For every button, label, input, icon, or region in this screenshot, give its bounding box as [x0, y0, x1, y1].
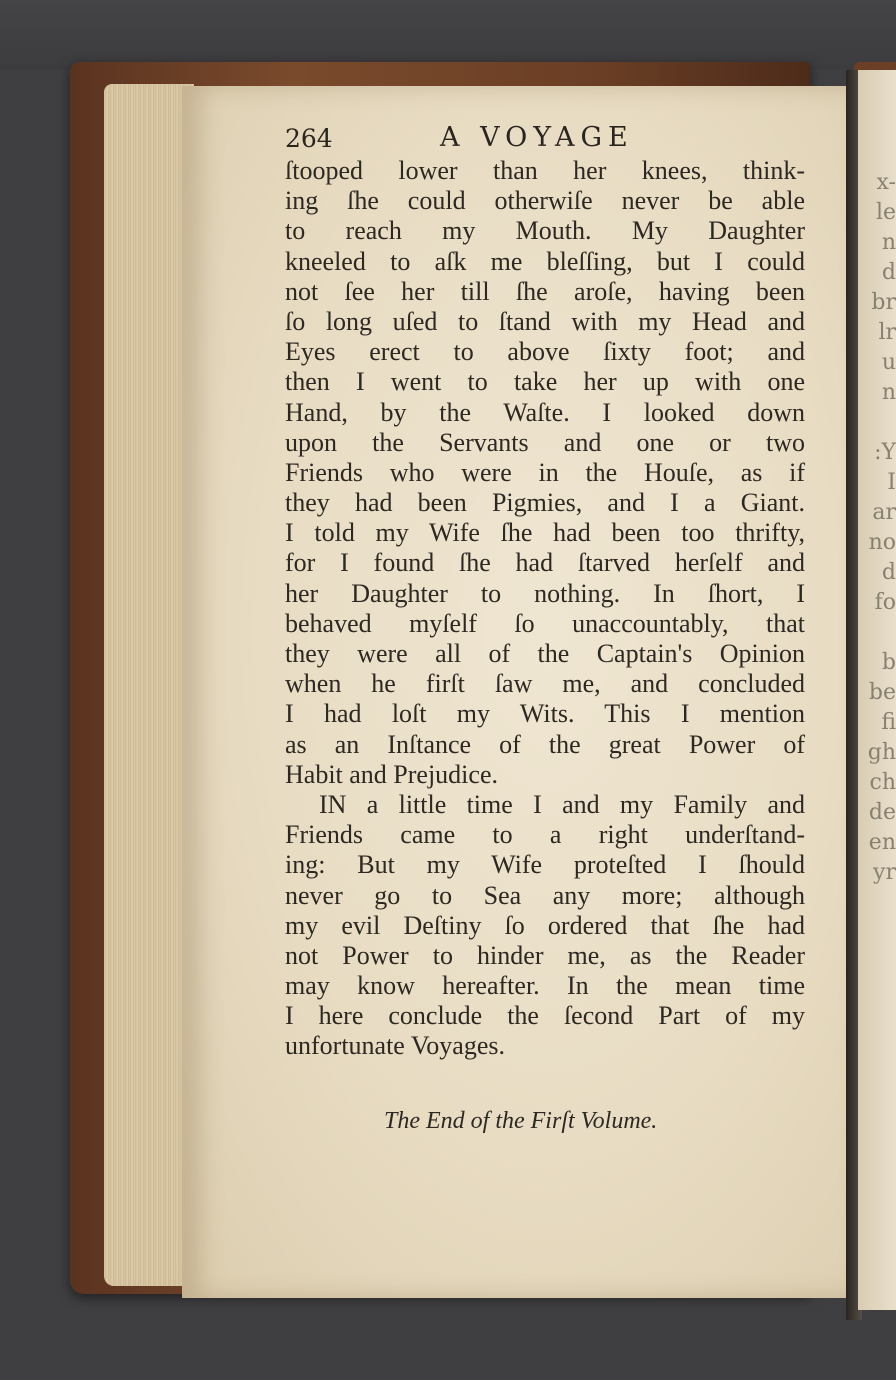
facing-page-fragment: de	[868, 800, 896, 825]
facing-page-fragment: :Y	[874, 440, 896, 465]
text-line: not ſee her till ſhe aroſe, having been	[285, 276, 805, 306]
text-line: Eyes erect to above ſixty foot; and	[285, 337, 805, 367]
text-line: not Power to hinder me, as the Reader	[285, 940, 805, 970]
facing-page-fragment: no	[868, 530, 896, 555]
text-line: her Daughter to nothing. In ſhort, I	[285, 578, 805, 608]
text-line: upon the Servants and one or two	[285, 427, 805, 457]
text-line: they were all of the Captain's Opinion	[285, 639, 805, 668]
text-line: never go to Sea any more; although	[285, 880, 805, 910]
text-line: I here conclude the ſecond Part of my	[285, 1001, 805, 1031]
text-line: kneeled to aſk me bleſſing, but I could	[285, 246, 805, 276]
text-line: as an Inſtance of the great Power of	[285, 729, 805, 759]
text-line: Friends came to a right underſtand-	[285, 820, 805, 850]
text-line: may know hereafter. In the mean time	[285, 971, 805, 1001]
text-line: Habit and Prejudice.	[285, 759, 498, 789]
backdrop	[0, 0, 896, 70]
facing-page-fragment: en	[868, 830, 896, 855]
facing-page-fragment: d	[881, 260, 896, 285]
text-line: for I found ſhe had ſtarved herſelf and	[285, 548, 805, 578]
text-line: ſtooped lower than her knees, think-	[285, 156, 805, 185]
text-line: Friends who were in the Houſe, as if	[285, 457, 805, 487]
page-number: 264	[285, 124, 333, 153]
facing-page-fragment: fi	[881, 710, 896, 735]
text-line: I had loſt my Wits. This I mention	[285, 699, 805, 729]
text-line: they had been Pigmies, and I a Giant.	[285, 488, 805, 518]
text-line: to reach my Mouth. My Daughter	[285, 216, 805, 246]
text-line: IN a little time I and my Family and	[319, 789, 805, 819]
running-title: A VOYAGE	[440, 122, 634, 153]
page-header	[285, 120, 805, 156]
text-line: unfortunate Voyages.	[285, 1031, 505, 1061]
facing-page-fragment: br	[871, 290, 896, 315]
text-line: ing ſhe could otherwiſe never be able	[285, 186, 805, 216]
facing-page-fragment: n	[881, 380, 896, 405]
facing-page-fragment: x-	[876, 170, 896, 195]
text-line: when he firſt ſaw me, and concluded	[285, 669, 805, 699]
facing-page-fragment: n	[881, 230, 896, 255]
facing-page-edge	[858, 70, 896, 1310]
facing-page-fragment: le	[875, 200, 896, 225]
facing-page-fragment: lr	[878, 320, 896, 345]
facing-page-fragment: ch	[869, 770, 896, 795]
facing-page-fragment: u	[881, 350, 896, 375]
text-line: ing: But my Wife proteſted I ſhould	[285, 850, 805, 880]
text-line: Hand, by the Waſte. I looked down	[285, 397, 805, 427]
facing-page-fragment: d	[881, 560, 896, 585]
text-line: ſo long uſed to ſtand with my Head and	[285, 306, 805, 336]
facing-page-fragment: yr	[873, 860, 896, 885]
text-line: behaved myſelf ſo unaccountably, that	[285, 608, 805, 638]
text-line: I told my Wife ſhe had been too thrifty,	[285, 518, 805, 548]
facing-page-fragment: fo	[874, 590, 896, 615]
colophon: The End of the Firſt Volume.	[384, 1108, 658, 1134]
body-text	[285, 156, 805, 1062]
facing-page-fragment: b	[881, 650, 896, 675]
facing-page-fragment: ar	[872, 500, 896, 525]
text-line: my evil Deſtiny ſo ordered that ſhe had	[285, 910, 805, 940]
facing-page-fragment: gh	[867, 740, 896, 765]
facing-page-fragment: be	[868, 680, 896, 705]
text-line: then I went to take her up with one	[285, 367, 805, 397]
page-edges	[104, 84, 194, 1286]
facing-page-fragment: I	[887, 470, 896, 495]
